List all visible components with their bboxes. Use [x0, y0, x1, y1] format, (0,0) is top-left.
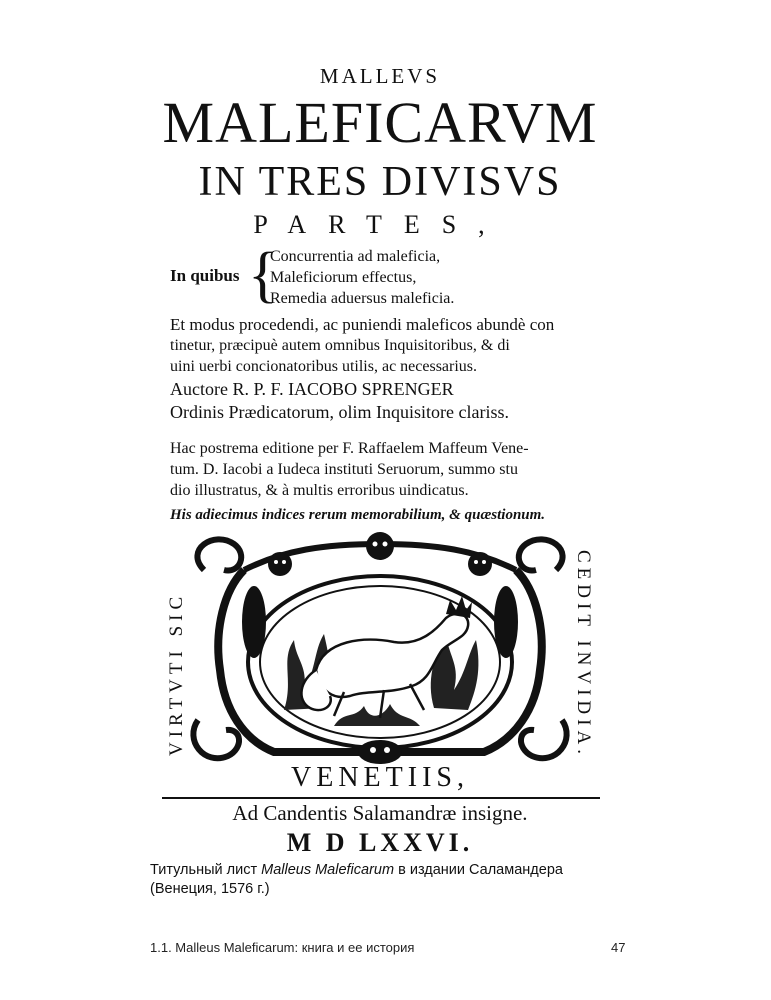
title-line-mallevs: MALLEVS [319, 64, 441, 88]
title-line-partes: PARTES, [253, 210, 507, 239]
paragraph-indices: His adiecimus indices rerum memorabilium, & quæstionum. [170, 507, 546, 523]
paragraph-line: Et modus procedendi, ac puniendi maleficos abundè con [170, 315, 555, 334]
list-item: Concurrentia ad maleficia, [270, 248, 441, 265]
paragraph-editione [170, 438, 600, 501]
figure-caption [150, 861, 630, 899]
in-quibus-list [270, 246, 454, 309]
title-line-maleficarvm: MALEFICARVM [162, 90, 598, 155]
caption-text-after: в издании Саламандера (Венеция, 1576 г.) [150, 862, 563, 897]
motto-right-text: CEDIT INVIDIA. [573, 550, 594, 759]
page-number: 47 [611, 940, 626, 955]
imprint-year: M D LXXVI. [286, 828, 474, 857]
in-quibus-label: In quibus [170, 266, 240, 285]
salamander-woodcut-emblem [184, 530, 576, 766]
list-item: Remedia aduersus maleficia. [270, 290, 455, 307]
paragraph-line: tum. D. Iacobi a Iudeca instituti Seruorum, summo stu [170, 461, 518, 478]
paragraph-auctore [170, 378, 600, 424]
paragraph-line: uini uerbi concionatoribus utilis, ac necessarius. [170, 358, 478, 375]
imprint-venetiis: VENETIIS, [291, 762, 469, 793]
paragraph-line: Ordinis Prædicatorum, olim Inquisitore clariss. [170, 402, 509, 422]
imprint-rule [162, 797, 600, 799]
running-footer-title: 1.1. Malleus Maleficarum: книга и ее история [150, 940, 415, 955]
motto-left-text: VIRTVTI SIC [166, 591, 187, 756]
motto-left [164, 550, 186, 760]
imprint-salamandra: Ad Candentis Salamandræ insigne. [232, 801, 528, 825]
caption-text-before: Титульный лист [150, 862, 262, 878]
paragraph-line: dio illustratus, & à multis erroribus uindicatus. [170, 482, 469, 499]
paragraph-modus [170, 314, 600, 377]
brace-icon: { [248, 241, 278, 309]
paragraph-line: tinetur, præcipuè autem omnibus Inquisitoribus, & di [170, 337, 510, 354]
caption-book-title: Malleus Maleficarum [261, 862, 395, 878]
paragraph-line: Hac postrema editione per F. Raffaelem Maffeum Vene- [170, 440, 529, 457]
title-line-in-tres: IN TRES DIVISVS [198, 159, 562, 205]
motto-right [574, 550, 596, 780]
title-page-plate [150, 50, 610, 860]
list-item: Maleficiorum effectus, [270, 269, 417, 286]
paragraph-line: Auctore R. P. F. IACOBO SPRENGER [170, 379, 454, 399]
